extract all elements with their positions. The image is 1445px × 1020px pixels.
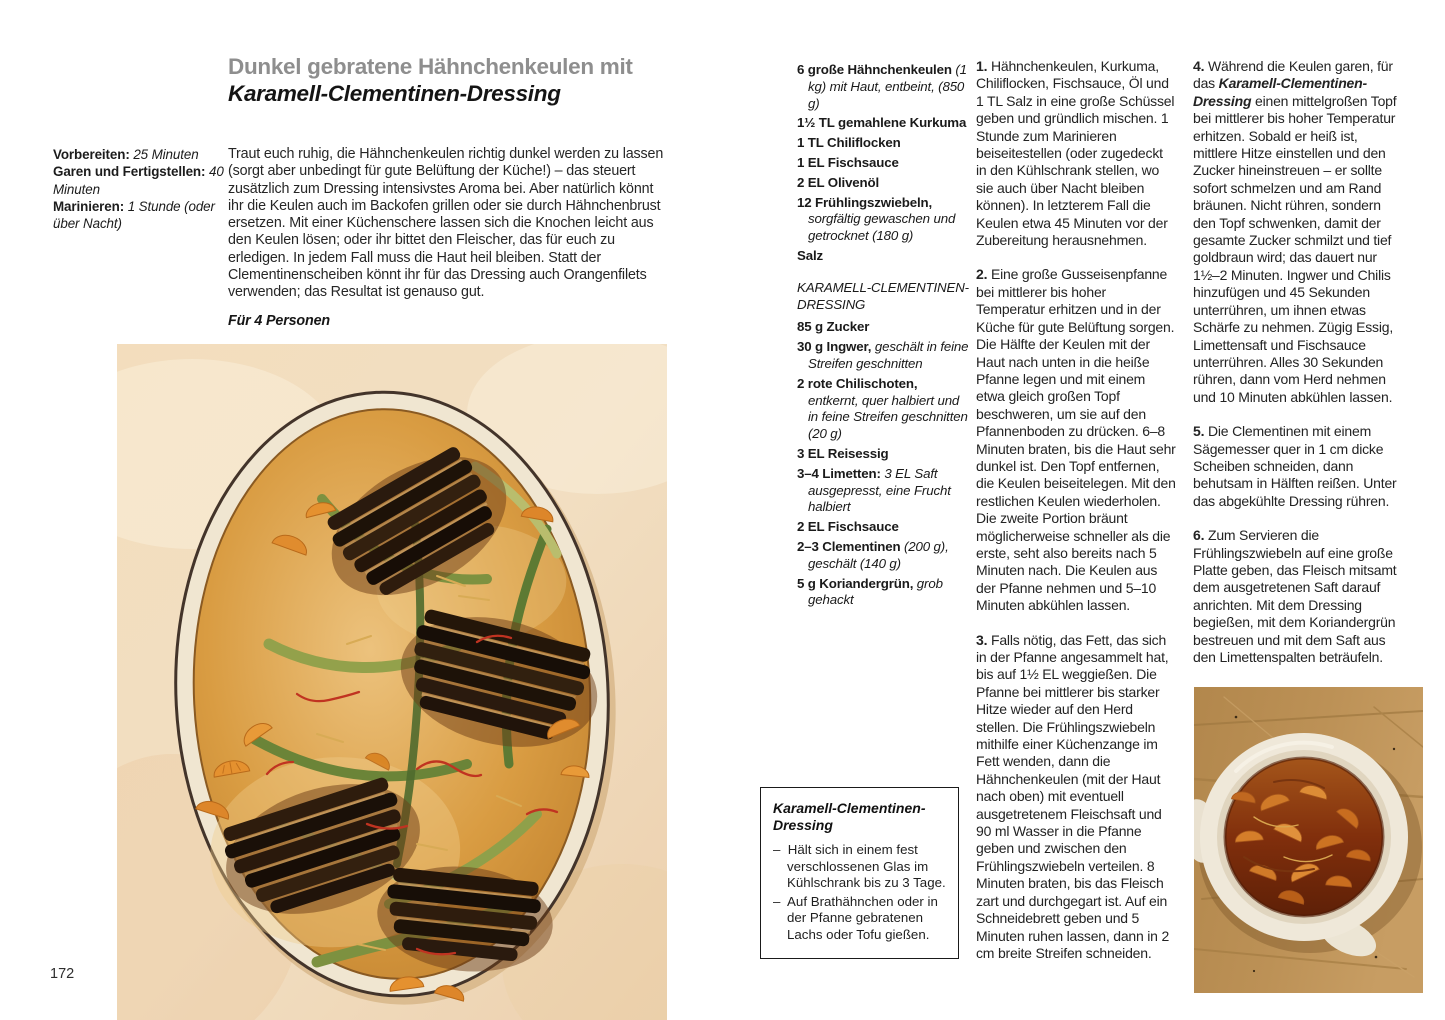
tip-box-bullets (773, 842, 947, 944)
instruction-step: 1. Hähnchenkeulen, Kurkuma, Chiliflocken, Fischsauce, Öl und 1 TL Salz in eine große Schüssel geben und gründlich mischen. 1 Stunde zum Marinieren beiseitestellen (oder zugedeckt in den Kühlschrank stellen, wo sie auch über Nacht bleiben können). In letzterem Fall die Keulen etwa 45 Minuten vor der Zubereitung herausnehmen. (976, 58, 1175, 249)
instruction-step: 5. Die Clementinen mit einem Sägemesser quer in 1 cm dicke Scheiben schneiden, dann behutsam in Hälften reißen. Unter das abgekühlte Dressing rühren. (1193, 423, 1397, 509)
instruction-step: 4. Während die Keulen garen, für das Karamell-Clementinen-Dressing einen mittelgroßen Topf bei mittlerer bis hoher Temperatur erhitzen. Sobald er heiß ist, mittlere Hitze einstellen und den Zucker hineinstreuen – er sollte sofort schmelzen und am Rand bräunen. Nicht rühren, sondern den Topf schwenken, damit der gesamte Zucker schmilzt und tief goldbraun wird; das dauert nur 1½–2 Minuten. Ingwer und Chilis hinzufügen und 45 Sekunden unterrühren, um ihnen etwas Schärfe zu nehmen. Zügig Essig, Limettensaft und Fischsauce unterrühren. Alles 30 Sekunden rühren, dann vom Herd nehmen und 10 Minuten abkühlen lassen. (1193, 58, 1397, 405)
recipe-title: Dunkel gebratene Hähnchenkeulen mit (228, 54, 633, 79)
intro-block (228, 146, 666, 330)
tip-box (760, 787, 959, 959)
intro-paragraph: Traut euch ruhig, die Hähnchenkeulen richtig dunkel werden zu lassen (sorgt aber unbedingt für gute Belüftung der Küche!) – das steuert zusätzlich zum Dressing intensivstes Aroma bei. Aber natürlich könnt ihr die Keulen auch im Backofen grillen oder sie durch Hähnchenbrust ersetzen. Mit einer Küchenschere lassen sich die Knochen leicht aus den Keulen lösen; oder ihr bittet den Fleischer, das für euch zu erledigen. In jedem Fall muss die Haut heil bleiben. Statt der Clementinenscheiben könnt ihr für das Dressing auch Orangenfilets verwenden; das Resultat ist genauso gut. (228, 146, 664, 301)
ingredient-item: 1 EL Fischsauce (797, 154, 899, 170)
instruction-step: 3. Falls nötig, das Fett, das sich in der Pfanne angesammelt hat, bis auf 1½ EL weggießen. Die Pfanne bei mittlerer bis starker Hitze wieder auf den Herd stellen. Die Frühlingszwiebeln mithilfe einer Küchenzange im Fett wenden, dann die Hähnchenkeulen (mit der Haut nach oben) mit eventuell ausgetretenem Fleischsaft und 90 ml Wasser in die Pfanne geben und zwischen den Frühlingszwiebeln verteilen. 8 Minuten braten, bis das Fleisch zart und durchgegart ist. Auf ein Schneidebrett geben und 5 Minuten ruhen lassen, dann in 2 cm breite Streifen schneiden. (976, 631, 1170, 961)
ingredient-item: 1 TL Chiliflocken (797, 135, 901, 151)
ingredients-main (797, 62, 971, 265)
recipe-subtitle: Karamell-Clementinen-Dressing (228, 81, 561, 106)
tip-bullet: – Auf Brathähnchen oder in der Pfanne gebratenen Lachs oder Tofu gießen. (773, 893, 938, 942)
ingredient-item: 3 EL Reisessig (797, 445, 889, 461)
ingredient-item: 12 Frühlingszwiebeln, sorgfältig gewaschen und getrocknet (180 g) (797, 194, 956, 244)
timing-row: Vorbereiten: 25 Minuten (53, 147, 199, 162)
ingredient-item: 6 große Hähnchenkeulen (1 kg) mit Haut, entbeint, (850 g) (797, 62, 967, 111)
recipe-title-block (228, 53, 748, 107)
ingredient-item: 2–3 Clementinen (200 g), geschält (140 g) (797, 538, 949, 571)
instructions-column-2 (1193, 58, 1405, 683)
dressing-bowl-photo-art (1194, 687, 1423, 993)
ingredient-item: Salz (797, 247, 824, 263)
page-number: 172 (50, 966, 75, 982)
ingredient-item: 2 EL Olivenöl (797, 174, 880, 190)
ingredients-dressing (797, 319, 971, 609)
tip-box-title: Karamell-Clementinen-Dressing (773, 800, 926, 833)
instruction-step: 6. Zum Servieren die Frühlingszwiebeln auf eine große Platte geben, das Fleisch mitsamt dem ausgetretenen Saft darauf anrichten. Mit dem Dressing begießen, mit dem Koriandergrün bestreuen und mit dem Saft aus den Limettenspalten beträufeln. (1193, 527, 1397, 665)
main-dish-photo-art (117, 344, 667, 1020)
ingredient-item: 30 g Ingwer, geschält in feine Streifen geschnitten (797, 339, 969, 371)
instruction-step: 2. Eine große Gusseisenpfanne bei mittlerer bis hoher Temperatur erhitzen und in der Küche für gute Belüftung sorgen. Die Hälfte der Keulen mit der Haut nach unten in die heiße Pfanne legen und mit einem etwa gleich großen Topf beschweren, um sie auf den Pfannenboden zu drücken. 6–8 Minuten braten, bis die Haut sehr dunkel ist. Den Topf entfernen, die Keulen beiseitelegen. Mit den restlichen Keulen wiederholen. Die zweite Portion bräunt möglicherweise schneller als die erste, seht also bereits nach 5 Minuten nach. Die Keulen aus der Pfanne nehmen und 5–10 Minuten abkühlen lassen. (976, 266, 1176, 614)
ingredient-item: 5 g Koriandergrün, grob gehackt (797, 575, 943, 608)
ingredient-item: 85 g Zucker (797, 319, 870, 335)
ingredient-item: 1½ TL gemahlene Kurkuma (797, 115, 967, 131)
servings: Für 4 Personen (228, 312, 330, 329)
instructions-column-1 (976, 58, 1176, 979)
ingredient-item: 3–4 Limetten: 3 EL Saft ausgepresst, eine Frucht halbiert (797, 465, 951, 515)
dressing-bowl-photo (1194, 687, 1423, 993)
tip-bullet: – Hält sich in einem fest verschlossenen Glas im Kühlschrank bis zu 3 Tage. (773, 842, 946, 891)
ingredients-list (797, 62, 971, 612)
dressing-heading: KARAMELL-CLEMENTINEN-DRESSING (797, 279, 969, 312)
timing-row: Marinieren: 1 Stunde (oder über Nacht) (53, 198, 215, 232)
timing-row: Garen und Fertigstellen: 40 Minuten (53, 164, 224, 197)
ingredient-item: 2 rote Chilischoten, entkernt, quer halbiert und in feine Streifen geschnitten (20 g) (797, 375, 968, 442)
timing-info (53, 146, 225, 232)
ingredient-item: 2 EL Fischsauce (797, 519, 899, 535)
main-dish-photo (117, 344, 667, 1020)
